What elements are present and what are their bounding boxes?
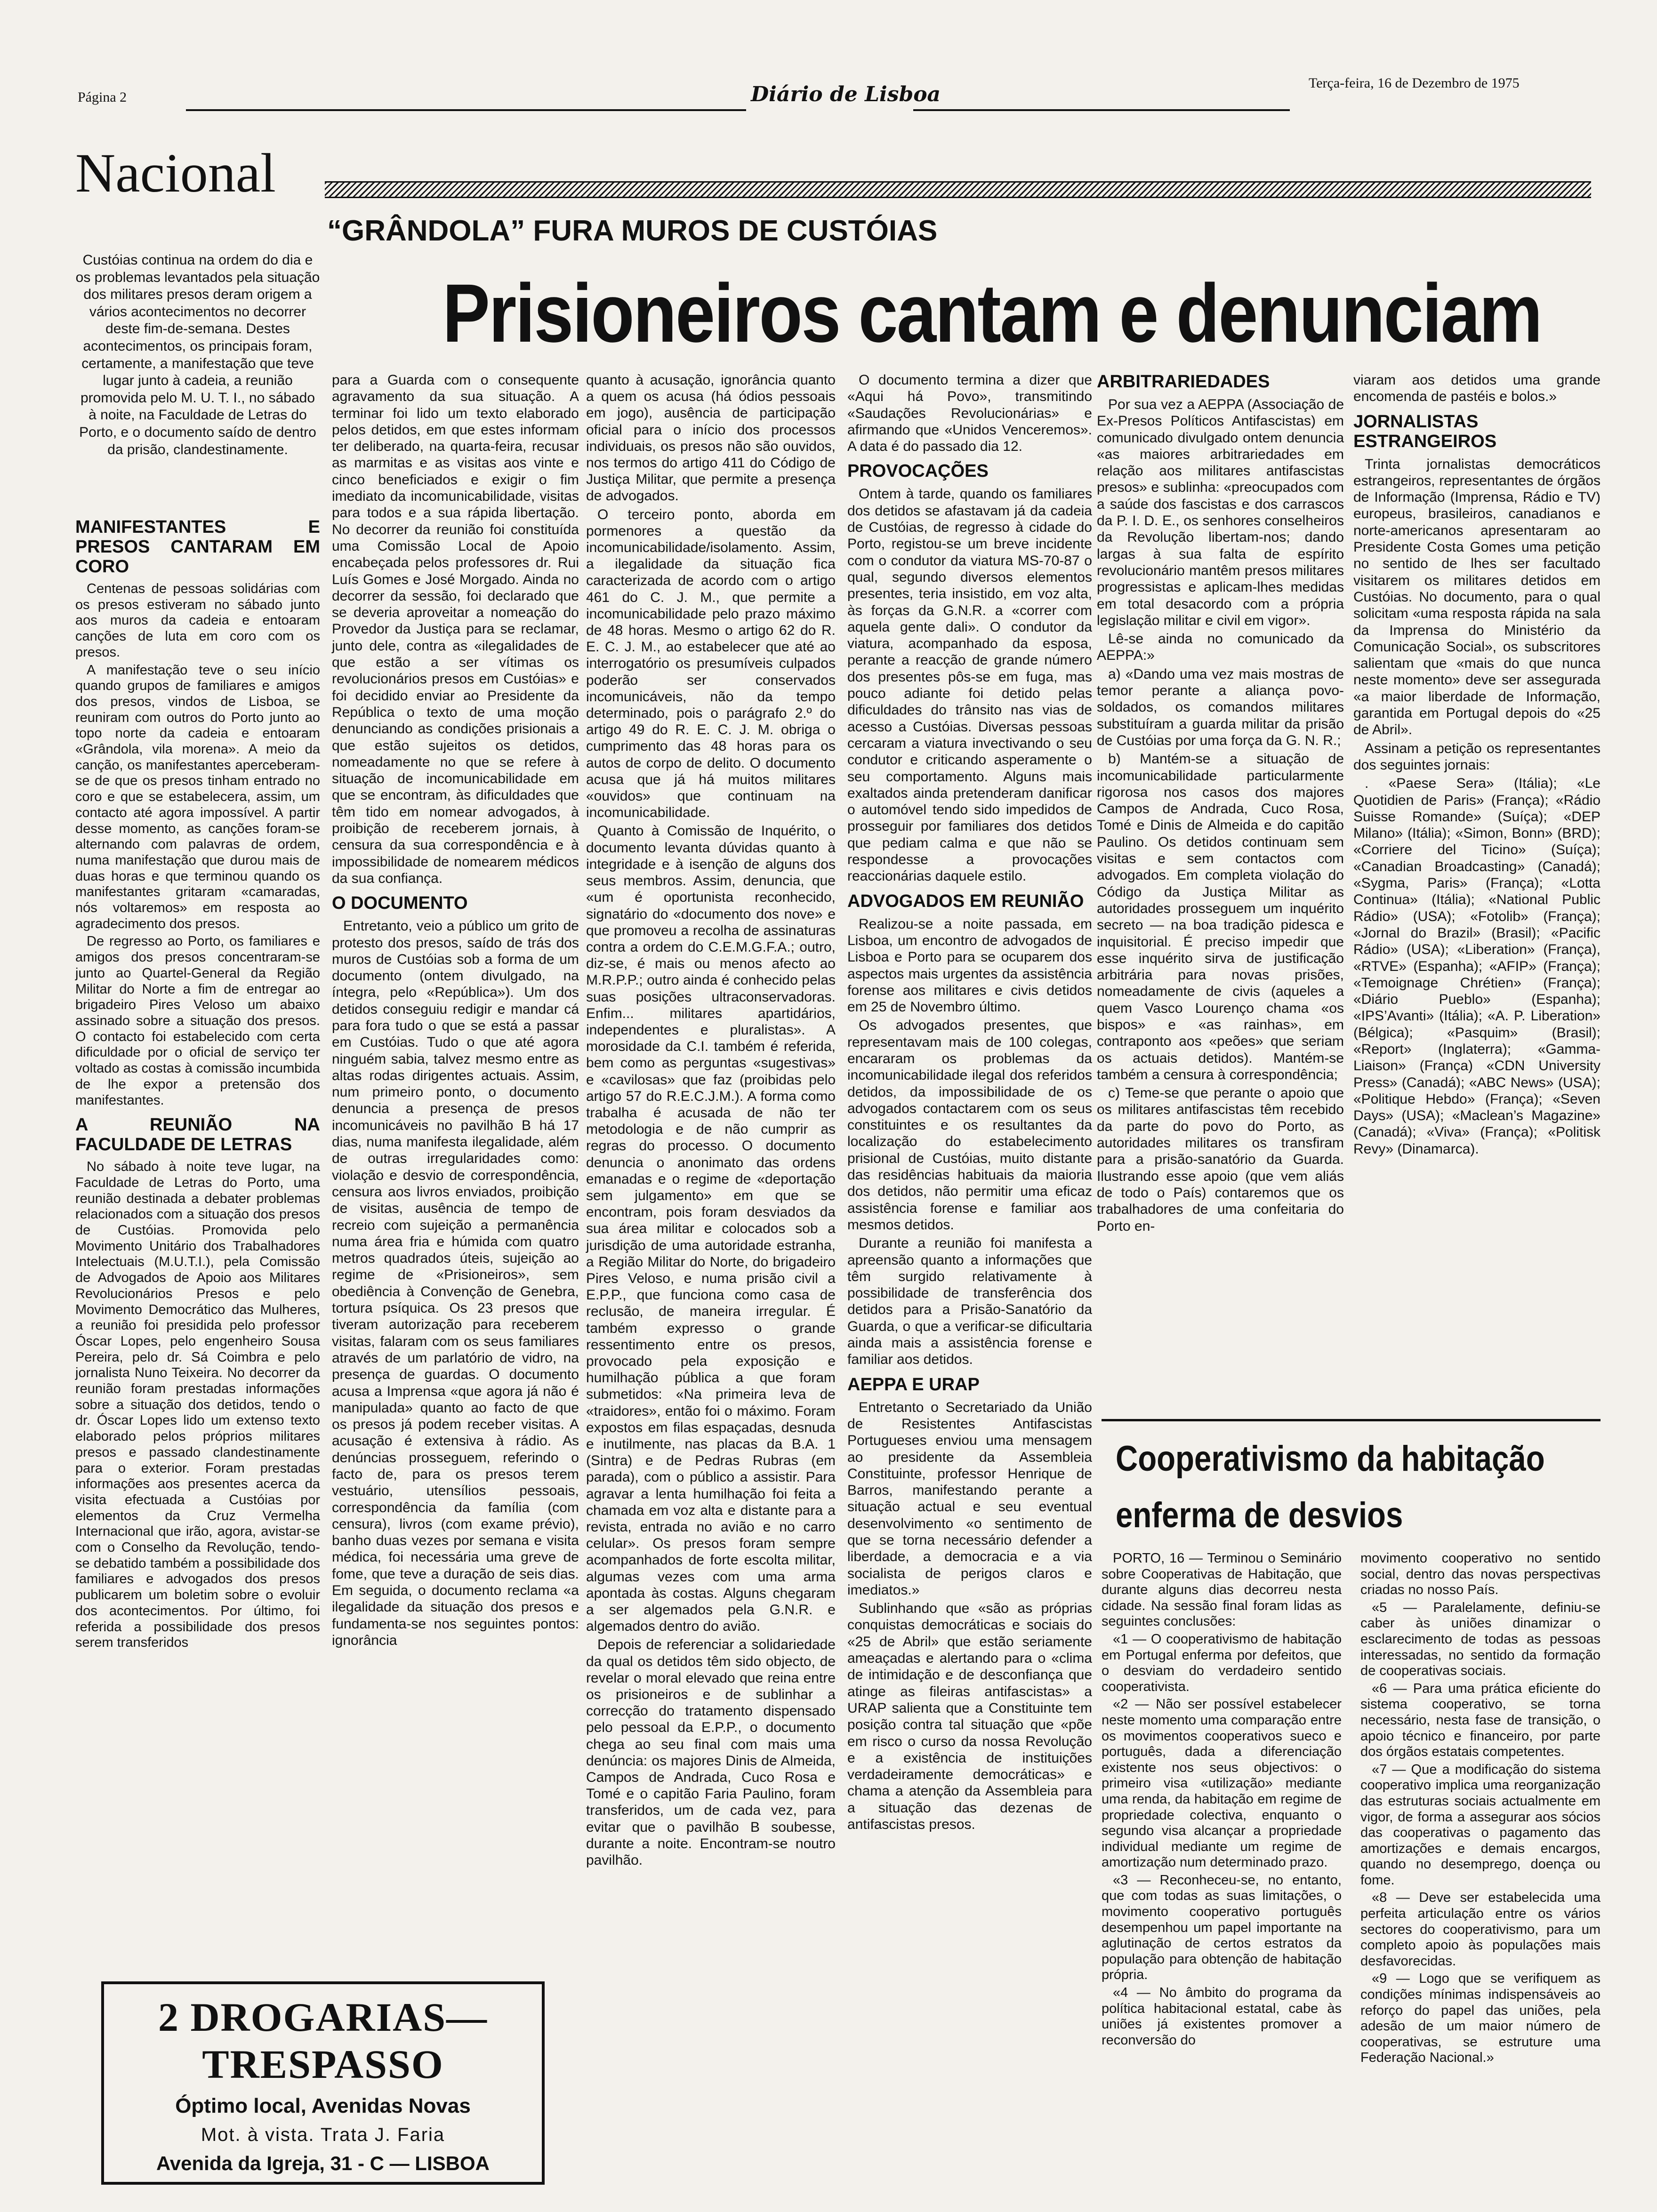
section-title: Nacional: [75, 142, 276, 204]
paragraph: Entretanto, veio a público um grito de protesto dos presos, saído de trás dos muros de Custóias sob a forma de um documento (ontem divulgado, na íntegra, pelo «República»). Um dos detidos conseguiu redigir e mandar cá para fora tudo o que se está a passar em Custóias. Tudo o que até agora ninguém sabia, talvez mesmo entre as altas rodas dirigentes actuais. Assim, num primeiro ponto, o documento denuncia a presença de presos incomunicáveis no pavilhão B há 17 dias, numa manifesta ilegalidade, além de outras irregularidades como: violação e desvio de correspondência, censura aos livros enviados, proibição de visitas, ausência de tempo de recreio com sujeição a permanência numa área fria e húmida com quatro metros quadrados úteis, sujeição ao regime de «Prisioneiros», sem obediência à Convenção de Genebra, tortura psíquica. Os 23 presos que tiveram autorização para receberem visitas, falaram com os seus familiares através de um parlatório de vidro, na presença de guardas. O documento acusa a Imprensa «que agora já não é manipulada» quanto ao facto de que os presos já podem receber visitas. A acusação é extensiva à rádio. As denúncias prosseguem, referindo o facto de, para os presos terem vestuário, utensílios pessoais, correspondência da família (com censura), livros (com exame prévio), banho duas vezes por semana e visita médica, foi necessária uma greve de fome, que teve a duração de seis dias. Em seguida, o documento reclama «a ilegalidade da situação dos presos e fundamenta-se nos seguintes pontos: ignorância: [332, 918, 579, 1648]
subhead-manifestantes: MANIFESTANTES E PRESOS CANTARAM EM CORO: [75, 517, 320, 577]
coop-top-rule: [1102, 1419, 1601, 1421]
header-rule-left: [186, 109, 746, 111]
paragraph: Lê-se ainda no comunicado da AEPPA:»: [1097, 631, 1344, 664]
paragraph: movimento cooperativo no sentido social, dentro das novas perspectivas criadas no nosso País.: [1360, 1551, 1601, 1598]
paragraph: PORTO, 16 — Terminou o Seminário sobre Cooperativas de Habitação, que durante alguns dias decorreu nesta cidade. Na sessão final foram lidas as seguintes conclusões:: [1102, 1551, 1342, 1629]
paragraph: Entretanto o Secretariado da União de Resistentes Antifascistas Portugueses enviou uma mensagem ao presidente da Assembleia Constituinte, professor Henrique de Barros, manifestando perante a situação actual e seu eventual desenvolvimento «o sentimento de que se torna necessário defender a liberdade, a democracia e a via socialista de perigos claros e imediatos.»: [847, 1399, 1092, 1598]
paragraph: «4 — No âmbito do programa da política habitacional estatal, cabe às uniões já existentes promover a reconversão do: [1102, 1985, 1342, 2048]
page-number: Página 2: [78, 89, 127, 105]
classified-ad: [101, 1981, 545, 2185]
intro-text: Custóias continua na ordem do dia e os problemas levantados pela situação dos militares presos deram origem a vários acontecimentos no decorrer deste fim-de-semana. Destes acontecimentos, os principais foram, certamente, a manifestação que teve lugar junto à cadeia, a reunião promovida pelo M. U. T. I., no sábado à noite, na Faculdade de Letras do Porto, e o documento saído de dentro da prisão, clandestinamente.: [75, 252, 320, 457]
paragraph: b) Mantém-se a situação de incomunicabilidade particularmente rigorosa nos casos dos majores Campos de Andrada, Cuco Rosa, Tomé e Dinis de Almeida e do capitão Paulino. Os detidos continuam sem visitas e sem contactos com advogados. Em completa violação do Código da Justiça Militar as autoridades prosseguem um inquérito secreto — na boa tradição pidesca e inquisitorial. É preciso impedir que esse inquérito sirva de justificação arbitrária para novas prisões, nomeadamente de civis (aqueles a quem Vasco Lourenço chama «os bispos» e «as rainhas», em contraponto aos «peões» que seriam os actuais detidos). Mantém-se também a censura à correspondência;: [1097, 751, 1344, 1082]
paragraph: O terceiro ponto, aborda em pormenores a questão da incomunicabilidade/isolamento. Assim, a ilegalidade da situação fica caracterizada de acordo com o artigo 461 do C. J. M., que permite a incomunicabilidade pelo prazo máximo de 48 horas. Mesmo o artigo 62 do R. E. C. J. M., ao estabelecer que até ao interrogatório os presumíveis culpados poderão ser conservados incomunicáveis, não da tempo determinado, pois o parágrafo 2.º do artigo 49 do R. E. C. J. M. obriga o cumprimento das 48 horas para os autos de corpo de delito. O documento acusa que já há muitos militares «ouvidos» que continuam na incomunicabilidade.: [586, 506, 836, 821]
paragraph: O documento termina a dizer que «Aqui há Povo», transmitindo «Saudações Revolucionárias» e afirmando que «Unidos Venceremos». A data é do passado dia 12.: [847, 372, 1092, 455]
coop-column-a: [1102, 1551, 1342, 2050]
column-4: [847, 372, 1092, 1835]
paragraph: Os advogados presentes, que representavam mais de 100 colegas, encararam os problemas da incomunicabilidade ilegal dos referidos detidos, da impossibilidade de os advogados contactarem com os seus constituintes e os resultantes da localização do estabelecimento prisional de Custóias, muito distante das residências habituais da maioria dos detidos, não permitir uma eficaz assistência forense e familiar aos mesmos detidos.: [847, 1018, 1092, 1233]
paragraph: Durante a reunião foi manifesta a apreensão quanto a informações que têm surgido relativamente à possibilidade de transferência dos detidos para a Prisão-Sanatório da Guarda, o que a verificar-se dificultaria ainda mais a assistência forense e familiar aos detidos.: [847, 1235, 1092, 1368]
subhead-aeppa-urap: AEPPA E URAP: [847, 1374, 980, 1395]
subhead-advogados: ADVOGADOS EM REUNIÃO: [847, 891, 1084, 911]
paragraph: para a Guarda com o consequente agravamento da sua situação. A terminar foi lido um texto elaborado pelos detidos, em que estes informam ter deliberado, na quarta-feira, recusar as marmitas e as visitas aos vinte e cinco beneficiados e exigir o fim imediato da incomunicabilidade, visitas para todos e a sua rápida libertação. No decorrer da reunião foi constituída uma Comissão Local de Apoio encabeçada pelos professores dr. Rui Luís Gomes e José Morgado. Ainda no decorrer da sessão, foi declarado que se deveria aproveitar a nomeação do Provedor da Justiça para se reclamar, junto dele, contra as «ilegalidades de que estão a ser vítimas os revolucionários presos em Custóias» e foi decidido enviar ao Presidente da República o texto de uma moção denunciando as condições prisionais a que estão sujeitos os detidos, nomeadamente no que se refere à situação de incomunicabilidade em que se encontram, às dificuldades que têm tido em nomear advogados, à proibição de receberem jornais, à censura da sua correspondência e à impossibilidade de nomearem médicos da sua confiança.: [332, 372, 579, 886]
paragraph: c) Teme-se que perante o apoio que os militares antifascistas têm recebido da parte do povo do Porto, as autoridades militares os transfiram para a prisão-sanatório da Guarda. Ilustrando esse apoio (que vem aliás de todo o País) contaremos que os trabalhadores de uma confeitaria do Porto en-: [1097, 1085, 1344, 1234]
subhead-provocacoes: PROVOCAÇÕES: [847, 461, 989, 481]
subhead-arbitrariedades: ARBITRARIEDADES: [1097, 372, 1270, 392]
paragraph: No sábado à noite teve lugar, na Faculdade de Letras do Porto, uma reunião destinada a debater problemas relacionados com a situação dos presos de Custóias. Promovida pelo Movimento Unitário dos Trabalhadores Intelectuais (M.U.T.I.), pela Comissão de Advogados de Apoio aos Militares Revolucionários Presos e pelo Movimento Democrático das Mulheres, a reunião foi presidida pelo professor Óscar Lopes, pelo engenheiro Sousa Pereira, pelo dr. Sá Coimbra e pelo jornalista Nuno Teixeira. No decorrer da reunião foram prestadas informações sobre a situação dos detidos, tendo o dr. Óscar Lopes lido um extenso texto elaborado pelos próprios militares presos e passado clandestinamente para o exterior. Foram prestadas informações aos presentes acerca da visita efectuada a Custóias por elementos da Cruz Vermelha Internacional que irão, agora, avistar-se com o Conselho da Revolução, tendo-se debatido também a possibilidade dos familiares e advogados dos presos publicarem um boletim sobre o evoluir dos acontecimentos. Por último, foi referida a possibilidade dos presos serem transferidos: [75, 1159, 320, 1651]
subhead-reuniao: A REUNIÃO NA FACULDADE DE LETRAS: [75, 1115, 320, 1155]
paragraph: viaram aos detidos uma grande encomenda de pastéis e bolos.»: [1353, 372, 1601, 405]
header-rule-right: [913, 109, 1290, 111]
coop-headline-line1: Cooperativismo da habitação: [1116, 1439, 1545, 1479]
subhead-jornalistas: JORNALISTAS ESTRANGEIROS: [1353, 411, 1497, 451]
paragraph: De regresso ao Porto, os familiares e amigos dos presos concentraram-se junto ao Quartel-General da Região Militar do Norte a fim de entregar ao brigadeiro Pires Veloso um abaixo assinado sobre a situação dos presos. O contacto foi estabelecido com certa dificuldade por o oficial de serviço ter voltado as costas à comissão incumbida de lhe expor a pretensão dos manifestantes.: [75, 934, 320, 1108]
coop-column-b: [1360, 1551, 1601, 2068]
column-2: [332, 372, 579, 1651]
ad-line-address: Avenida da Igreja, 31 - C — LISBOA: [156, 2152, 490, 2174]
ad-headline: 2 DROGARIAS—TRESPASSO: [158, 1995, 488, 2087]
paragraph: quanto à acusação, ignorância quanto a quem os acusa (há ódios pessoais em jogo), ausência de participação oficial para o início dos processos individuais, os presos não são ouvidos, nos termos do artigo 411 do Código de Justiça Militar, que permite a presença de advogados.: [586, 372, 836, 504]
paragraph: «3 — Reconheceu-se, no entanto, que com todas as suas limitações, o movimento cooperativo português desempenhou um papel importante na aglutinação de certos estratos da população para obtenção de habitação própria.: [1102, 1872, 1342, 1983]
column-5: [1097, 372, 1344, 1236]
paragraph: Assinam a petição os representantes dos seguintes jornais:: [1353, 740, 1601, 773]
paragraph: Ontem à tarde, quando os familiares dos detidos se afastavam já da cadeia de Custóias, de regresso à cidade do Porto, registou-se um breve incidente com o condutor da viatura MS-70-87 o qual, segundo diversos elementos presentes, teria insistido, em voz alta, às forças da G.N.R. a «correr com aquela gente dali». O condutor da viatura, acompanhado da esposa, perante a reacção de grande número dos presentes pôs-se em fuga, mas pouco adiante foi detido pelas dificuldades do trânsito nas vias de acesso a Custóias. Diversas pessoas cercaram a viatura invectivando o seu condutor e criticando asperamente o seu comportamento. Alguns mais exaltados ainda pretenderam danificar o automóvel tendo sido impedidos de prosseguir por familiares dos detidos que pediam calma e que não se respondesse a provocações reaccionárias daquele estilo.: [847, 486, 1092, 884]
paragraph: «2 — Não ser possível estabelecer neste momento uma comparação entre os movimentos cooperativos sueco e português, dada a diferenciação existente nos seus objectivos: o primeiro visa «utilização» mediante uma renda, da habitação em regime de propriedade colectiva, enquanto o segundo visa alcançar a propriedade individual mediante um regime de amortização num determinado prazo.: [1102, 1697, 1342, 1870]
paragraph: Sublinhando que «são as próprias conquistas democráticas e sociais do «25 de Abril» que estão seriamente ameaçadas e alertando para o «clima de intimidação e de desconfiança que atinge as fileiras antifascistas» a URAP salienta que a Constituinte tem posição contra tal situação que «põe em risco o curso da nossa Revolução e a existência de instituições verdadeiramente democráticas» e chama a atenção da Assembleia para a situação das dezenas de antifascistas presos.: [847, 1601, 1092, 1833]
paragraph: A manifestação teve o seu início quando grupos de familiares e amigos dos presos, vindos de Lisboa, se reuniram com outros do Porto junto ao topo norte da cadeia e entoaram «Grândola, vila morena». A meio da canção, os manifestantes aperceberam-se de que os presos tinham entrado no coro e que se estabelecera, assim, um contacto até agora impossível. A partir desse momento, as canções foram-se alternando com palavras de ordem, numa manifestação que durou mais de duas horas e que terminou quando os manifestantes gritaram «camaradas, nós voltaremos» em resposta ao agradecimento dos presos.: [75, 662, 320, 931]
paragraph: «5 — Paralelamente, definiu-se caber às uniões dinamizar o esclarecimento de todas as pessoas interessadas, no sentido da formação de cooperativas sociais.: [1360, 1600, 1601, 1679]
column-1: [75, 511, 320, 1653]
paragraph: . «Paese Sera» (Itália); «Le Quotidien de Paris» (França); «Rádio Suisse Romande» (Suíça); «DEP Milano» (Itália); «Simon, Bonn» (BRD); «Corriere del Ticino» (Suíça); «Canadian Broadcasting» (Canadá); «Sygma, Paris» (França); «Lotta Continua» (Itália); «National Public Rádio» (USA); «Fotolib» (França); «Jornal do Brazil» (Brasil); «Pacific Rádio» (USA); «Liberation» (França), «RTVE» (Espanha); «AFIP» (França); «Temoignage Chrétien» (França); «Diário Pueblo» (Espanha); «IPS’Avanti» (Itália); «A. P. Liberation» (Bélgica); «Pasquim» (Brasil); «Report» (Inglaterra); «Gamma-Liaison» (França) «CDN University Press» (Canadá); «ABC News» (USA); «Politique Hebdo» (França); «Seven Days» (USA); «Maclean’s Magazine» (Canadá); «Viva» (França); «Politisk Revy» (Dinamarca).: [1353, 776, 1601, 1157]
paragraph: «8 — Deve ser estabelecida uma perfeita articulação entre os vários sectores do cooperativismo, para um completo apoio às populações mais desfavorecidas.: [1360, 1890, 1601, 1969]
paragraph: «7 — Que a modificação do sistema cooperativo implica uma reorganização das estruturas sociais actualmente em vigor, de forma a assegurar aos sócios das cooperativas o pagamento das amortizações e demais encargos, quando no desemprego, doença ou fome.: [1360, 1762, 1601, 1888]
coop-headline-line2: enferma de desvios: [1116, 1495, 1403, 1535]
paragraph: Centenas de pessoas solidárias com os presos estiveram no sábado junto aos muros da cadeia e entoaram canções de luta em coro com os presos.: [75, 581, 320, 660]
paragraph: Depois de referenciar a solidariedade da qual os detidos têm sido objecto, de revelar o moral elevado que reina entre os prisioneiros e de sublinhar a correcção do tratamento dispensado pelo pessoal da E.P.P., o documento chega ao seu final com mais uma denúncia: os majores Dinis de Almeida, Campos de Andrada, Cuco Rosa e Tomé e o capitão Faria Paulino, foram transferidos, um de cada vez, para evitar que o pavilhão B soubesse, durante a noite. Encontram-se noutro pavilhão.: [586, 1637, 836, 1868]
paragraph: Trinta jornalistas democráticos estrangeiros, representantes de órgãos de Informação (Imprensa, Rádio e TV) europeus, brasileiros, canadianos e norte-americanos apresentaram ao Presidente Costa Gomes uma petição no sentido de lhes ser facultado visitarem os militares detidos em Custóias. No documento, para o qual solicitam «uma resposta rápida na sala da Imprensa do Ministério da Comunicação Social», os subscritores salientam que «mais do que nunca neste momento» deve ser assegurada «a maior liberdade de Informação, garantida em Portugal depois do «25 de Abril».: [1353, 456, 1601, 738]
paragraph: «9 — Logo que se verifiquem as condições mínimas indispensáveis ao reforço do papel das uniões, pela adesão de um maior número de cooperativas, se estruture uma Federação Nacional.»: [1360, 1971, 1601, 2066]
ad-line-contact: Mot. à vista. Trata J. Faria: [201, 2124, 445, 2145]
newspaper-name: Diário de Lisboa: [751, 82, 941, 106]
paragraph: Realizou-se a noite passada, em Lisboa, um encontro de advogados de Lisboa e Porto para se ocuparem dos aspectos mais urgentes da assistência forense aos militares e civis detidos em 25 de Novembro último.: [847, 916, 1092, 1015]
ad-line-location: Óptimo local, Avenidas Novas: [175, 2094, 471, 2117]
column-6: [1353, 372, 1601, 1159]
paragraph: a) «Dando uma vez mais mostras de temor perante a aliança povo-soldados, os comandos militares substituíram a guarda militar da prisão de Custóias por uma força da G. N. R.;: [1097, 666, 1344, 748]
paragraph: Quanto à Comissão de Inquérito, o documento levanta dúvidas quanto à integridade e à isenção de alguns dos seus membros. Assim, denuncia, que «um é oportunista reconhecido, signatário do «documento dos nove» e que promoveu a recolha de assinaturas contra a ordem do C.E.M.G.F.A.; outro, diz-se, é mais ou menos afecto ao M.R.P.P.; outro ainda é conhecido pelas suas posições ultraconservadoras. Enfim... militares apartidários, independentes e pluralistas». A morosidade da C.I. também é referida, bem como as perguntas «sugestivas» e «cavilosas» que faz (proibidas pelo artigo 57 do R.E.C.J.M.). A forma como trabalha é acusada de não ter metodologia e de não cumprir as regras do processo. O documento denuncia o anonimato das ordens emanadas e o regime de «deportação sem julgamento» em que se encontram, pois foram desviados da sua área militar e colocados sob a jurisdição de uma autoridade estranha, a Região Militar do Norte, do brigadeiro Pires Veloso, e numa prisão civil a E.P.P., que funciona como casa de reclusão, de maneira irregular. É também expresso o grande ressentimento entre os presos, provocado pela exposição e humilhação pública a que foram submetidos: «Na primeira leva de «traidores», então foi o máximo. Foram expostos em filas espaçadas, desnuda e inutilmente, nas placas da B.A. 1 (Sintra) e de Pedras Rubras (em parada), com o público a assistir. Para agravar a lenta humilhação foi feita a chamada em voz alta e distante para a revista, entrada no avião e no carro celular». Os presos foram sempre acompanhados de forte escolta militar, algumas vezes com uma arma apontada às costas. Alguns chegaram a ser algemados pela G.N.R. e algemados dentro do avião.: [586, 823, 836, 1635]
article-kicker: “GRÂNDOLA” FURA MUROS DE CUSTÓIAS: [327, 215, 938, 247]
section-hatch-rule: [325, 181, 1591, 198]
paragraph: «1 — O cooperativismo de habitação em Portugal enferma por defeitos, que o desviam do verdadeiro sentido cooperativista.: [1102, 1631, 1342, 1694]
column-3: [586, 372, 836, 1870]
issue-date: Terça-feira, 16 de Dezembro de 1975: [1309, 75, 1520, 91]
intro-paragraph: [75, 252, 320, 460]
article-headline: Prisioneiros cantam e denunciam: [442, 267, 1542, 360]
subhead-documento: O DOCUMENTO: [332, 893, 468, 914]
paragraph: «6 — Para uma prática eficiente do sistema cooperativo, se torna necessário, nesta fase de transição, o apoio técnico e financeiro, por parte dos órgãos estatais competentes.: [1360, 1681, 1601, 1760]
paragraph: Por sua vez a AEPPA (Associação de Ex-Presos Políticos Antifascistas) em comunicado divulgado ontem denuncia «as maiores arbitrariedades em relação aos militares antifascistas presos» e sublinha: «preocupados com a saúde dos fascistas e dos carrascos da P. I. D. E., os senhores conselheiros da Revolução libertam-nos; dando largas à sua falta de espírito revolucionário mantêm presos militares progressistas e aplicam-lhes medidas em total desacordo com a própria legislação militar e civil em vigor».: [1097, 397, 1344, 628]
